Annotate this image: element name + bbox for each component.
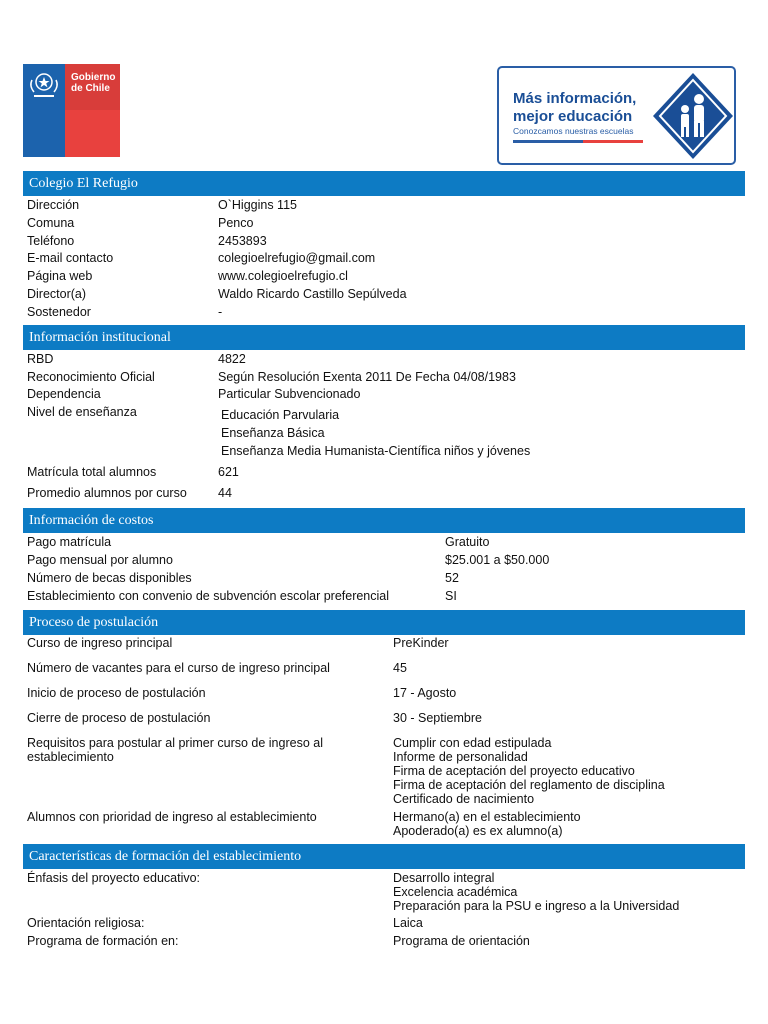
program-label: Programa de formación en: — [27, 934, 179, 948]
school-field-label: Director(a) — [27, 287, 87, 301]
cost-field-label: Pago mensual por alumno — [27, 553, 173, 567]
emphasis-item: Excelencia académica — [393, 885, 518, 899]
levels-label: Nivel de enseñanza — [27, 405, 137, 419]
requirements-label-line1: Requisitos para postular al primer curso de ingreso al — [27, 736, 323, 750]
program-value: Programa de orientación — [393, 934, 530, 948]
avg-value: 44 — [218, 486, 232, 500]
requirement-item: Firma de aceptación del proyecto educativo — [393, 764, 635, 778]
cost-field-label: Establecimiento con convenio de subvención escolar preferencial — [27, 589, 390, 603]
school-field-label: E-mail contacto — [27, 251, 114, 266]
school-field-value: Penco — [218, 215, 254, 230]
requirements-label-line2: establecimiento — [27, 750, 114, 764]
recognition-value: Según Resolución Exenta 2011 De Fecha 04/08/1983 — [218, 370, 516, 384]
enrollment-label: Matrícula total alumnos — [27, 465, 157, 479]
emphasis-item: Desarrollo integral — [393, 871, 495, 885]
campaign-subtitle: Conozcamos nuestras escuelas — [513, 126, 634, 136]
cost-field-label: Número de becas disponibles — [27, 571, 192, 585]
school-field-label: Dirección — [27, 198, 80, 212]
level-item: Enseñanza Media Humanista-Científica niños y jóvenes — [221, 444, 531, 458]
levels-list — [221, 406, 530, 460]
end-label: Cierre de proceso de postulación — [27, 711, 211, 725]
level-item: Enseñanza Básica — [221, 426, 325, 440]
requirement-item: Firma de aceptación del reglamento de disciplina — [393, 778, 665, 792]
priority-list — [393, 810, 581, 838]
school-field-label: Sostenedor — [27, 304, 91, 319]
rbd-value: 4822 — [218, 352, 246, 366]
section-header-school: Colegio El Refugio — [23, 171, 745, 196]
requirement-item: Informe de personalidad — [393, 750, 528, 764]
school-field-value: - — [218, 304, 223, 319]
requirement-item: Certificado de nacimiento — [393, 792, 535, 806]
rbd-label: RBD — [27, 352, 54, 366]
cost-field-value: 52 — [445, 571, 459, 585]
vacancies-label: Número de vacantes para el curso de ingreso principal — [27, 661, 330, 675]
school-field-label: Comuna — [27, 215, 75, 230]
priority-item: Hermano(a) en el establecimiento — [393, 810, 581, 824]
campaign-line2: mejor educación — [513, 108, 633, 125]
cost-field-value: Gratuito — [445, 535, 490, 549]
start-value: 17 - Agosto — [393, 686, 457, 700]
chile-crest-icon — [26, 67, 62, 107]
priority-label: Alumnos con prioridad de ingreso al establecimiento — [27, 810, 317, 824]
school-crossing-sign-icon — [647, 71, 735, 161]
requirements-list — [393, 736, 665, 806]
campaign-underline-blue — [513, 140, 583, 143]
school-field-value: 2453893 — [218, 233, 267, 248]
school-field-value: Waldo Ricardo Castillo Sepúlveda — [218, 287, 407, 301]
recognition-label: Reconocimiento Oficial — [27, 370, 155, 384]
religion-value: Laica — [393, 916, 423, 930]
gob-line1: Gobierno — [71, 72, 116, 83]
emphasis-list — [393, 871, 679, 913]
school-field-value: O`Higgins 115 — [218, 198, 297, 212]
school-field-label: Página web — [27, 269, 93, 284]
gob-line2: de Chile — [71, 83, 110, 94]
religion-label: Orientación religiosa: — [27, 916, 145, 930]
gobierno-de-chile-logo — [23, 64, 120, 157]
school-field-label: Teléfono — [27, 233, 75, 248]
emphasis-label: Énfasis del proyecto educativo: — [27, 871, 201, 885]
section-header-formation: Características de formación del establecimiento — [23, 844, 745, 869]
level-item: Educación Parvularia — [221, 408, 340, 422]
requirements-label — [27, 736, 323, 764]
dependency-label: Dependencia — [27, 387, 101, 401]
avg-label: Promedio alumnos por curso — [27, 486, 187, 500]
campaign-underline-red — [583, 140, 643, 143]
course-label: Curso de ingreso principal — [27, 636, 173, 650]
cost-field-value: SI — [445, 589, 457, 603]
emphasis-item: Preparación para la PSU e ingreso a la Universidad — [393, 899, 680, 913]
start-label: Inicio de proceso de postulación — [27, 686, 206, 700]
priority-item: Apoderado(a) es ex alumno(a) — [393, 824, 563, 838]
section-header-costs: Información de costos — [23, 508, 745, 533]
end-value: 30 - Septiembre — [393, 711, 482, 725]
vacancies-value: 45 — [393, 661, 407, 675]
course-value: PreKinder — [393, 636, 449, 650]
school-field-value: www.colegioelrefugio.cl — [218, 269, 348, 284]
school-field-value: colegioelrefugio@gmail.com — [218, 251, 376, 266]
section-header-institutional: Información institucional — [23, 325, 745, 350]
cost-field-label: Pago matrícula — [27, 535, 112, 549]
cost-field-value: $25.001 a $50.000 — [445, 553, 550, 567]
campaign-logo — [497, 66, 736, 165]
dependency-value: Particular Subvencionado — [218, 387, 361, 401]
requirement-item: Cumplir con edad estipulada — [393, 736, 552, 750]
enrollment-value: 621 — [218, 465, 239, 479]
section-header-admission: Proceso de postulación — [23, 610, 745, 635]
campaign-line1: Más información, — [513, 90, 637, 107]
